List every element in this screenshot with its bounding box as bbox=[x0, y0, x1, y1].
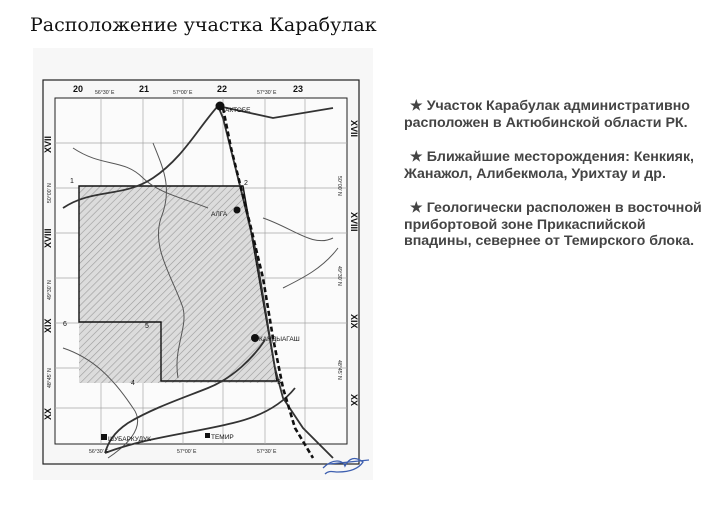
svg-text:57°30' E: 57°30' E bbox=[257, 90, 277, 96]
svg-text:50°00' N: 50°00' N bbox=[47, 183, 53, 203]
corner-point-5: 5 bbox=[145, 323, 149, 330]
bullet-location bbox=[404, 98, 704, 131]
corner-point-1: 1 bbox=[70, 178, 74, 185]
star-icon: ★ bbox=[410, 149, 423, 165]
svg-text:23: 23 bbox=[293, 84, 304, 94]
corner-point-3: 3 bbox=[277, 379, 281, 386]
svg-text:XIX: XIX bbox=[349, 314, 359, 329]
svg-text:57°00' E: 57°00' E bbox=[177, 449, 197, 455]
svg-text:57°30' E: 57°30' E bbox=[257, 449, 277, 455]
corner-point-6: 6 bbox=[63, 321, 67, 328]
corner-point-2: 2 bbox=[244, 180, 248, 187]
town-marker-shubarkuduk bbox=[101, 434, 107, 440]
svg-text:57°00' E: 57°00' E bbox=[173, 90, 193, 96]
svg-text:XX: XX bbox=[349, 394, 359, 407]
bullet-text: Ближайшие месторождения: Кенкияк, Жанажол, Алибекмола, Урихтау и др. bbox=[404, 149, 695, 182]
town-label-alga: АЛГА bbox=[211, 211, 228, 218]
location-map bbox=[33, 48, 373, 480]
star-icon: ★ bbox=[410, 98, 423, 114]
svg-text:20: 20 bbox=[73, 84, 84, 94]
svg-text:50°00' N: 50°00' N bbox=[336, 176, 342, 196]
svg-text:XVIII: XVIII bbox=[349, 212, 359, 232]
town-label-shubarkuduk: ШУБАРКУДУК bbox=[108, 436, 151, 443]
svg-text:22: 22 bbox=[217, 84, 228, 94]
svg-text:XVIII: XVIII bbox=[43, 228, 53, 248]
svg-text:56°30' E: 56°30' E bbox=[95, 90, 115, 96]
town-label-temir: ТЕМИР bbox=[211, 434, 234, 441]
star-icon: ★ bbox=[410, 200, 423, 216]
town-marker-aktobe bbox=[216, 102, 225, 111]
svg-text:49°30' N: 49°30' N bbox=[47, 280, 53, 300]
svg-text:XX: XX bbox=[43, 407, 53, 420]
info-bullets bbox=[404, 98, 704, 268]
bullet-nearby-fields bbox=[404, 149, 704, 182]
svg-text:XIX: XIX bbox=[43, 318, 53, 333]
svg-text:48°45' N: 48°45' N bbox=[336, 360, 342, 380]
svg-text:49°30' N: 49°30' N bbox=[336, 266, 342, 286]
corner-point-4: 4 bbox=[131, 380, 135, 387]
page-title: Расположение участка Карабулак bbox=[30, 14, 377, 36]
town-marker-temir bbox=[205, 433, 210, 438]
svg-text:XVII: XVII bbox=[43, 135, 53, 153]
svg-text:48°45' N: 48°45' N bbox=[47, 368, 53, 388]
bullet-geology bbox=[404, 200, 704, 250]
svg-text:21: 21 bbox=[139, 84, 150, 94]
svg-text:XVII: XVII bbox=[349, 120, 359, 138]
town-label-aktobe: АКТОБЕ bbox=[225, 107, 251, 114]
bullet-text: Геологически расположен в восточной прибортовой зоне Прикаспийской впадины, севернее от Темирского блока. bbox=[404, 200, 702, 249]
svg-text:56°30' E: 56°30' E bbox=[89, 449, 109, 455]
town-marker-kandyagash bbox=[251, 334, 259, 342]
bullet-text: Участок Карабулак административно расположен в Актюбинской области РК. bbox=[404, 98, 690, 131]
town-marker-alga bbox=[234, 207, 241, 214]
town-label-kandyagash: КАНДЫАГАШ bbox=[259, 336, 300, 343]
